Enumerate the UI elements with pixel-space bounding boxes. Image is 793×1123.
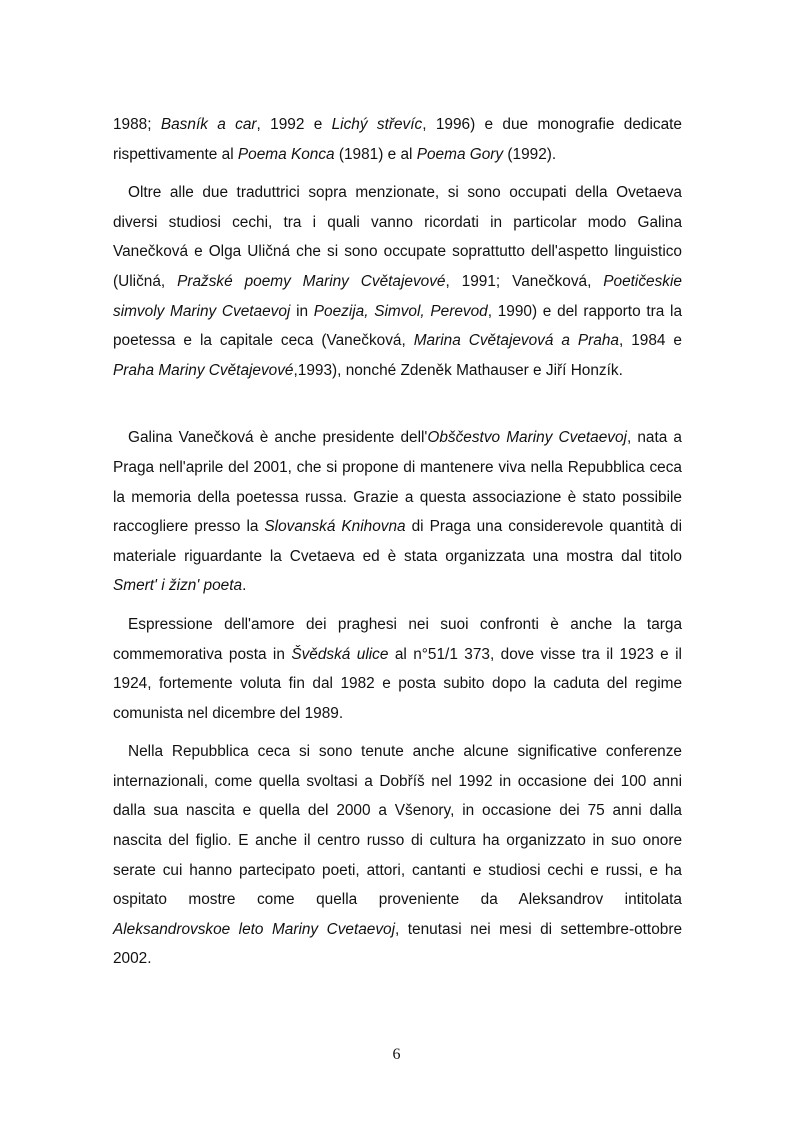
text-run: , 1992 e	[256, 116, 332, 133]
text-run: 1988;	[113, 116, 161, 133]
italic-title: Lichý střevíc	[331, 116, 423, 133]
paragraph-4	[113, 610, 682, 728]
text-run: , 1984 e	[618, 332, 682, 350]
text-run: .	[242, 577, 247, 595]
text-run: ,1993), nonché Zdeněk Mathauser e Jiří Honzík.	[293, 361, 623, 379]
text-run: , 1996) e due monografie dedicate rispettivamente al	[113, 116, 682, 163]
paragraph-5	[113, 737, 682, 974]
italic-title: Smert' i žizn' poeta	[113, 577, 243, 595]
text-run: Nella Repubblica ceca si sono tenute anche alcune significative conferenze internazionali, come quella svoltasi a Dobříš nel 1992 in occasione dei 100 anni dalla sua nascita e quella del 2000 a Všenory, in occasione dei 75 anni dalla nascita del figlio. E anche il centro russo di cultura ha organizzato in suo onore serate cui hanno partecipato poeti, attori, cantanti e studiosi cechi e russi, e ha ospitato mostre come quella proveniente da Aleksandrov intitolata	[113, 743, 682, 909]
italic-title: Pražské poemy Mariny Cvětajevové	[177, 272, 446, 290]
paragraph-2	[113, 178, 682, 385]
text-run: , tenutasi nei mesi di settembre-ottobre 2002.	[113, 920, 683, 968]
text-run: , 1991; Vanečková,	[445, 272, 604, 290]
page-number: 6	[392, 1046, 401, 1063]
italic-title: Poema Gory	[416, 145, 504, 163]
paragraph-3	[113, 423, 682, 601]
text-run: (1981) e al	[334, 145, 417, 163]
italic-title: Praha Mariny Cvětajevové	[113, 361, 294, 379]
text-run: Oltre alle due traduttrici sopra menzionate, si sono occupati della Ovetaeva diversi studiosi cechi, tra i quali vanno ricordati in particolar modo Galina Vanečková e Olga Uličná che si sono occupate soprattutto dell'aspetto linguistico (Uličná,	[113, 184, 682, 290]
text-run: al n°51/1 373, dove visse tra il 1923 e il 1924, fortemente voluta fin dal 1982 e posta subito dopo la caduta del regime comunista nel dicembre del 1989.	[113, 645, 682, 722]
text-run: Espressione dell'amore dei praghesi nei suoi confronti è anche la targa commemorativa posta in	[113, 615, 682, 663]
paragraph-1	[113, 110, 682, 169]
text-run: , nata a Praga nell'aprile del 2001, che si propone di mantenere viva nella Repubblica ceca la memoria della poetessa russa. Grazie a questa associazione è stato possibile raccogliere presso la	[113, 429, 682, 536]
italic-title: Poetičeskie simvoly Mariny Cvetaevoj	[113, 272, 682, 320]
italic-title: Obščestvo Mariny Cvetaevoj	[427, 429, 627, 447]
italic-title: Aleksandrovskoe leto Mariny Cvetaevoj	[113, 920, 396, 938]
text-run: di Praga una considerevole quantità di materiale riguardante la Cvetaeva ed è stata organizzata una mostra dal titolo	[113, 518, 682, 565]
italic-title: Švědská ulice	[291, 645, 389, 663]
text-run: Galina Vanečková è anche presidente dell'	[128, 429, 428, 447]
body-text	[113, 110, 682, 983]
italic-title: Marina Cvětajevová a Praha	[413, 332, 619, 350]
italic-title: Slovanská Knihovna	[264, 518, 406, 536]
text-run: , 1990) e del rapporto tra la poetessa e la capitale ceca (Vanečková,	[113, 302, 683, 350]
text-run: (1992).	[503, 145, 557, 163]
italic-title: Poezija, Simvol, Perevod	[313, 302, 488, 320]
text-run: in	[290, 302, 314, 320]
italic-title: Poema Konca	[237, 145, 335, 163]
italic-title: Basník a car	[160, 116, 257, 133]
